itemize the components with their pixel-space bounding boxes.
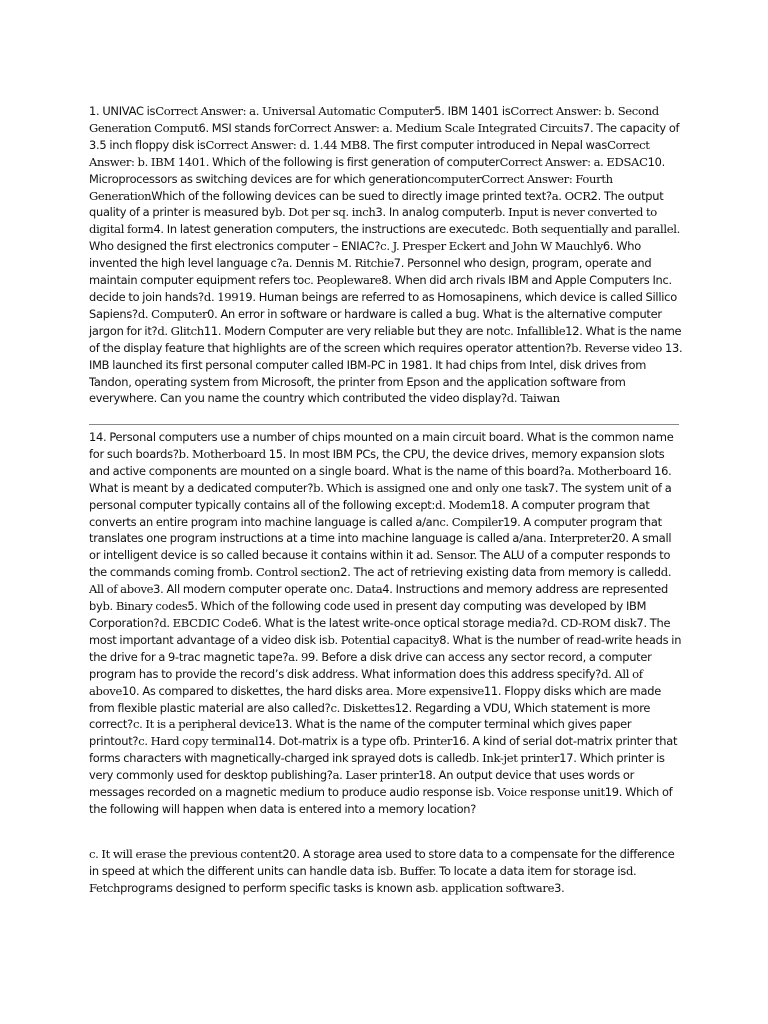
question-text: 3. In analog computer [375,205,495,220]
answer-text: d. Modem [435,497,491,512]
question-text: 7. The system unit of a personal computer typically contains all of the following except: [89,480,672,512]
answer-text: b. Dot per sq. inch [274,205,376,220]
question-text: 20. A storage area used to store data to a compensate for the difference in speed at which the different units can handle data is [89,847,675,878]
answer-text: b. Reverse video [571,340,663,355]
question-text: 8. The first computer introduced in Nepal was [359,137,608,152]
answer-text: a. Dennis M. Ritchie [282,256,394,271]
answer-text: Correct Answer: a. Universal Automatic Computer [155,104,435,118]
answer-text: b. application software [427,880,555,895]
answer-text: a. Laser printer [332,768,419,783]
question-text: 13. What is the name of the computer terminal which gives paper printout? [89,717,632,749]
question-text: 11. Modern Computer are very reliable but they are not [203,323,505,338]
question-text: 3. [554,880,565,895]
answer-text: b. Ink-jet printer [468,751,560,766]
answer-text: computerCorrect Answer: Fourth Generation [89,171,613,203]
question-text: 14. Dot-matrix is a type of [258,734,400,749]
answer-text: c. Both sequentially and parallel. [499,222,680,237]
quiz-text-block-3 [89,846,683,897]
answer-text: Correct Answer: a. Medium Scale Integrated Circuits [288,120,584,135]
quiz-text-block-1 [89,103,683,407]
answer-text: c. Peopleware [304,273,382,288]
answer-text: b. Potential capacity [327,632,440,647]
question-text: 7. The capacity of 3.5 inch floppy disk is [89,120,680,152]
question-text: 15. In most IBM PCs, the CPU, the device drives, memory expansion slots and active components are mounted on a single board. What is the name of this board? [89,446,665,478]
answer-text: Correct Answer: a. EDSAC [499,154,648,169]
question-text: 16. What is meant by a dedicated computer? [89,463,672,495]
question-text: 13. IMB launched its first personal computer called IBM-PC in 1981. It had chips from Intel, disk drives from Tandon, operating system from Microsoft, the printer from Epson and the application software from everywhere. Can you name the country which contributed the video display? [89,340,683,406]
answer-text: a. More expensive [383,683,484,698]
question-text: 1. UNIVAC is [89,104,156,118]
answer-text: c. It is a peripheral device [132,717,275,732]
answer-text: b. Printer [399,734,453,749]
question-text: 6. MSI stands for [198,120,289,135]
answer-text: d. Glitch [157,323,204,338]
answer-text: c. Infallible [504,323,566,338]
answer-text: a. OCR [551,188,591,203]
question-text: Who designed the first electronics computer – ENIAC? [89,239,381,254]
answer-text: d. Taiwan [506,391,560,406]
answer-text: d. All of above [89,666,643,698]
answer-text: d. CD-ROM disk [547,615,637,630]
question-text: 6. Who invented the high level language c? [89,239,641,271]
answer-text: a. Motherboard [564,463,652,478]
question-text: 18. A computer program that converts an entire program into machine language is called a/an [89,497,650,529]
answer-text: d. Computer [137,306,208,321]
question-text: To locate a data item for storage is [436,863,626,878]
answer-text: d. 1991 [203,289,246,304]
answer-text: d. EBCDIC Code [159,615,252,630]
answer-text: Correct Answer: b. Second Generation Comput [89,104,659,135]
question-text: 8. What is the number of read-write heads in the drive for a 9-trac magnetic tape? [89,632,682,664]
question-text: 17. Which printer is very commonly used for desktop publishing? [89,751,665,783]
answer-text: Correct Answer: d. 1.44 MB [205,137,360,152]
question-text: 14. Personal computers use a number of chips mounted on a main circuit board. What is the common name for such boards? [89,430,674,461]
answer-text: c. J. Presper Eckert and John W Mauchly [380,239,603,254]
question-text: 2. The act of retrieving existing data from memory is called [340,565,661,580]
question-text: programs designed to perform specific tasks is known as [120,880,428,895]
question-text: 10. As compared to diskettes, the hard disks are [121,683,384,698]
question-text: 12. Regarding a VDU, Which statement is more correct? [89,700,651,732]
question-text: 6. What is the latest write-once optical storage media? [251,615,548,630]
question-text: 18. An output device that uses words or messages recorded on a magnetic medium to produce audio response is [89,768,635,800]
question-text: 7. Personnel who design, program, operate and maintain computer equipment refers to [89,256,652,288]
question-text: 9. Human beings are referred to as Homosapinens, which device is called Sillico Sapiens? [89,289,677,321]
answer-text: c. It will erase the previous content [89,847,283,861]
question-text: 7. The most important advantage of a video disk is [89,615,671,647]
question-text: 3. All modern computer operate on [153,582,344,597]
question-text: 5. IBM 1401 is [434,104,511,118]
answer-text: d. All of above [89,565,672,597]
question-text: 4. In latest generation computers, the instructions are executed [153,222,500,237]
answer-text: b. Control section [242,565,341,580]
answer-text: b. Input is never converted to digital form [89,205,657,237]
answer-text: c. Data [343,582,383,597]
answer-text: Correct Answer: b. IBM 1401. [89,137,650,169]
question-text: 16. A kind of serial dot-matrix printer that forms characters with magnetically-charged ink sprayed dots is called [89,734,678,766]
answer-text: d. Sensor. [422,548,477,563]
quiz-text-block-2 [89,429,683,818]
answer-text: c. Compiler [439,514,504,529]
question-text: 5. Which of the following code used in present day computing was developed by IBM Corporation? [89,599,647,630]
question-text: 10. Microprocessors as switching devices are for which generation [89,154,665,186]
answer-text: b. Buffer. [385,863,437,878]
question-text: 8. When did arch rivals IBM and Apple Computers Inc. decide to join hands? [89,273,672,304]
answer-text: a. 9 [288,649,309,664]
question-text: 0. An error in software or hardware is called a bug. What is the alternative computer jargon for it? [89,306,662,338]
answer-text: b. Voice response unit [483,785,605,800]
question-text: 9. Before a disk drive can access any sector record, a computer program has to provide the record’s disk address. What information does this address specify? [89,649,652,681]
question-text: Which of the following is first generation of computer [209,154,500,169]
question-text: Which of the following devices can be sued to directly image printed text? [151,188,552,203]
answer-text: c. Hard copy terminal [138,734,259,749]
question-text: The ALU of a computer responds to the commands coming from [89,548,671,580]
answer-text: d. Fetch [89,863,637,895]
question-text: 11. Floppy disks which are made from flexible plastic material are also called? [89,683,661,715]
section-divider [89,424,679,425]
question-text: 12. What is the name of the display feature that highlights are of the screen which requires operator attention? [89,323,682,355]
question-text: 19. Which of the following will happen when data is entered into a memory location? [89,785,673,816]
answer-text: c. Diskettes [330,700,395,715]
answer-text: b. Binary codes [102,599,188,614]
answer-text: b. Which is assigned one and only one task [313,480,548,495]
answer-text: b. Motherboard [178,446,266,461]
question-text: 19. A computer program that translates one program instructions at a time into machine language is called a/an [89,514,662,546]
question-text: 4. Instructions and memory address are represented by [89,582,669,614]
question-text: 20. A small or intelligent device is so called because it contains within it a [89,531,672,563]
answer-text: a. Interpreter [536,531,612,546]
question-text: 2. The output quality of a printer is measured by [89,188,664,220]
